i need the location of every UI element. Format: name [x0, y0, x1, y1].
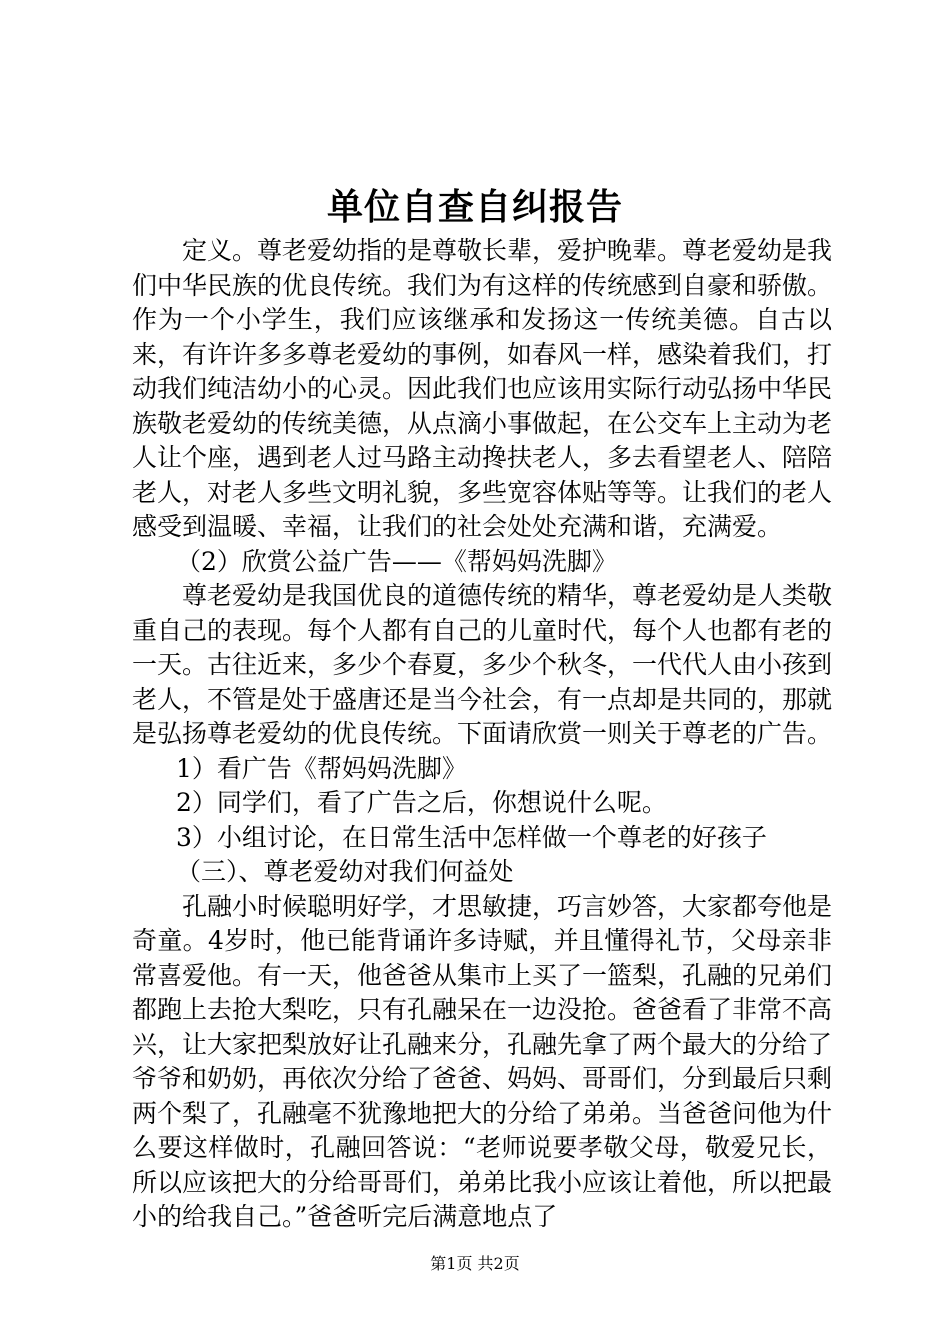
page-footer: 第1页 共2页 [430, 1254, 520, 1273]
paragraph-definition: 定义。尊老爱幼指的是尊敬长辈，爱护晚辈。尊老爱幼是我们中华民族的优良传统。我们为有这样的传统感到自豪和骄傲。作为一个小学生，我们应该继承和发扬这一传统美德。自古以来，有许许多多尊老爱幼的事例，如春风一样，感染着我们，打动我们纯洁幼小的心灵。因此我们也应该用实际行动弘扬中华民族敬老爱幼的传统美德，从点滴小事做起，在公交车上主动为老人让个座，遇到老人过马路主动搀扶老人，多去看望老人、陪陪老人，对老人多些文明礼貌，多些宽容体贴等等。让我们的老人感受到温暖、幸福，让我们的社会处处充满和谐，充满爱。 [132, 236, 833, 541]
paragraph-kong-rong: 孔融小时候聪明好学，才思敏捷，巧言妙答，大家都夸他是奇童。4岁时，他已能背诵许多诗赋，并且懂得礼节，父母亲非常喜爱他。有一天，他爸爸从集市上买了一篮梨，孔融的兄弟们都跑上去抢大梨吃，只有孔融呆在一边没抢。爸爸看了非常不高兴，让大家把梨放好让孔融来分，孔融先拿了两个最大的分给了爷爷和奶奶，再依次分给了爸爸、妈妈、哥哥们，分到最后只剩两个梨了，孔融毫不犹豫地把大的分给了弟弟。当爸爸问他为什么要这样做时，孔融回答说：“老师说要孝敬父母，敬爱兄长，所以应该把大的分给哥哥们，弟弟比我小应该让着他，所以把最小的给我自己。”爸爸听完后满意地点了 [132, 891, 833, 1231]
section-heading-ad: （2）欣赏公益广告——《帮妈妈洗脚》 [176, 546, 617, 576]
document-title: 单位自查自纠报告 [326, 186, 623, 228]
list-item-3: 3）小组讨论，在日常生活中怎样做一个尊老的好孩子 [176, 822, 767, 852]
paragraph-respect-elders: 尊老爱幼是我国优良的道德传统的精华，尊老爱幼是人类敬重自己的表现。每个人都有自己的儿童时代，每个人也都有老的一天。古往近来，多少个春夏，多少个秋冬，一代代人由小孩到老人，不管是处于盛唐还是当今社会，有一点却是共同的，那就是弘扬尊老爱幼的优良传统。下面请欣赏一则关于尊老的广告。 [132, 581, 833, 748]
section-heading-benefits: （三）、尊老爱幼对我们何益处 [176, 857, 514, 886]
list-item-1: 1）看广告《帮妈妈洗脚》 [176, 753, 467, 783]
list-item-2: 2）同学们，看了广告之后，你想说什么呢。 [176, 788, 667, 817]
document-body [132, 234, 832, 1235]
